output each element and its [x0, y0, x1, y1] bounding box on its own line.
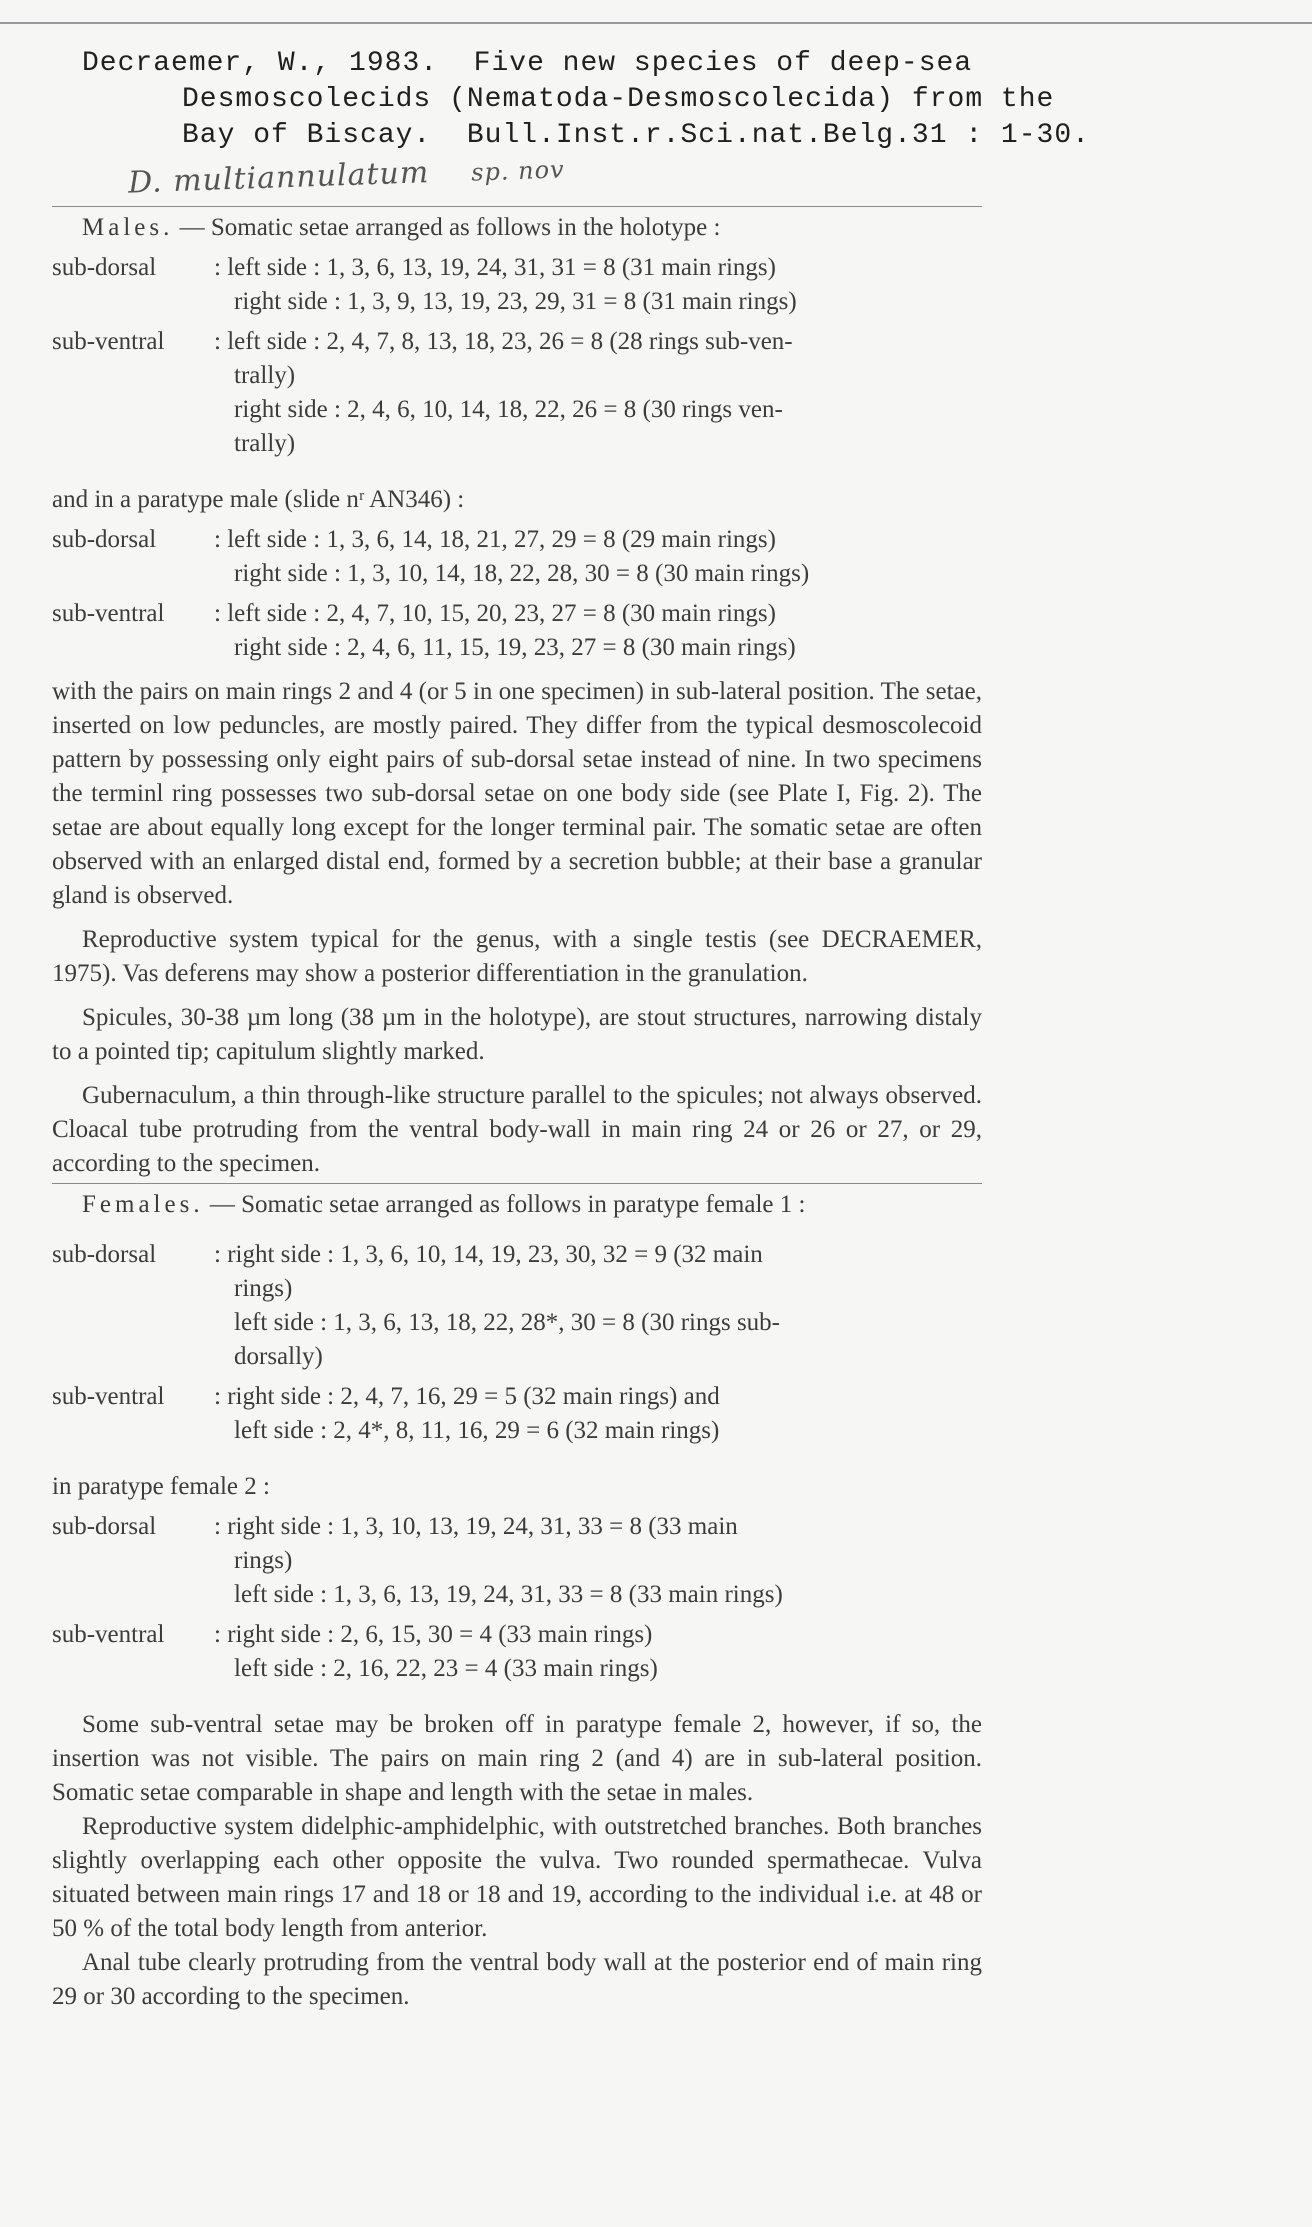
setae-lines — [214, 325, 982, 461]
setae-line: left side : 1, 3, 6, 13, 19, 24, 31, 33 = 8 (33 main rings) — [234, 1581, 783, 1608]
female2-subdorsal — [52, 1510, 982, 1612]
setae-line: : left side : 1, 3, 6, 14, 18, 21, 27, 29 = 8 (29 main rings) — [214, 526, 776, 553]
setae-lines — [214, 1238, 982, 1374]
paratype-subdorsal — [52, 523, 982, 591]
document-body — [52, 206, 982, 2014]
setae-label: sub-dorsal — [52, 1513, 157, 1540]
setae-lines — [214, 251, 982, 319]
paratype-subventral — [52, 597, 982, 665]
handwritten-species: D. multiannulatum — [127, 155, 430, 201]
setae-lines — [214, 1618, 982, 1686]
males-paragraph-2: Reproductive system typical for the genus, with a single testis (see DECRAEMER, 1975). Vas deferens may show a posterior differentiation in the granulation. — [52, 926, 982, 987]
paratype-female2-intro: in paratype female 2 : — [52, 1473, 270, 1500]
setae-line: : left side : 1, 3, 6, 13, 19, 24, 31, 31 = 8 (31 main rings) — [214, 254, 776, 281]
female1-subventral — [52, 1380, 982, 1448]
setae-label: sub-dorsal — [52, 1241, 157, 1268]
citation-line-2: Desmoscolecids (Nematoda-Desmoscolecida) from the — [182, 84, 1055, 115]
setae-line: : right side : 2, 6, 15, 30 = 4 (33 main rings) — [214, 1621, 653, 1648]
setae-label: sub-ventral — [52, 1621, 165, 1648]
males-paragraph-4: Gubernaculum, a thin through-like structure parallel to the spicules; not always observed. Cloacal tube protruding from the ventral body-wall in main ring 24 or 26 or 27, or 29, according to the specimen. — [52, 1082, 982, 1177]
setae-label: sub-dorsal — [52, 254, 157, 281]
setae-line: left side : 2, 4*, 8, 11, 16, 29 = 6 (32 main rings) — [234, 1417, 720, 1444]
setae-lines — [214, 597, 982, 665]
citation-header — [82, 46, 1262, 154]
setae-lines — [214, 523, 982, 591]
setae-line: rings) — [234, 1275, 293, 1302]
setae-line: : right side : 1, 3, 6, 10, 14, 19, 23, 30, 32 = 9 (32 main — [214, 1241, 763, 1268]
males-paragraph-1: with the pairs on main rings 2 and 4 (or 5 in one specimen) in sub-lateral position. The setae, inserted on low peduncles, are mostly paired. They differ from the typical desmoscolecoid pattern by possessing only eight pairs of sub-dorsal setae instead of nine. In two specimens the terminl ring possesses two sub-dorsal setae on one body side (see Plate I, Fig. 2). The setae are about equally long except for the longer terminal pair. The somatic setae are often observed with an enlarged distal end, formed by a secretion bubble; at their base a granular gland is observed. — [52, 678, 982, 909]
setae-label: sub-ventral — [52, 600, 165, 627]
holotype-subventral — [52, 325, 982, 461]
setae-line: right side : 2, 4, 6, 10, 14, 18, 22, 26 = 8 (30 rings ven- — [234, 396, 783, 423]
citation-line-3: Bay of Biscay. Bull.Inst.r.Sci.nat.Belg.31 : 1-30. — [182, 120, 1090, 151]
setae-line: right side : 1, 3, 9, 13, 19, 23, 29, 31 = 8 (31 main rings) — [234, 288, 797, 315]
citation-line-1: Decraemer, W., 1983. Five new species of deep-sea — [82, 48, 973, 79]
setae-line: : left side : 2, 4, 7, 8, 13, 18, 23, 26 = 8 (28 rings sub-ven- — [214, 328, 793, 355]
males-intro — [52, 211, 982, 245]
males-heading: Males. — [82, 214, 174, 241]
setae-line: right side : 2, 4, 6, 11, 15, 19, 23, 27 = 8 (30 main rings) — [234, 634, 796, 661]
female1-subdorsal — [52, 1238, 982, 1374]
males-intro-text: — Somatic setae arranged as follows in the holotype : — [179, 214, 721, 241]
setae-lines — [214, 1510, 982, 1612]
setae-line: trally) — [234, 430, 296, 457]
females-intro-text: — Somatic setae arranged as follows in paratype female 1 : — [209, 1191, 806, 1218]
females-heading: Females. — [82, 1191, 204, 1218]
females-paragraph-3: Anal tube clearly protruding from the ventral body wall at the posterior end of main ring 29 or 30 according to the specimen. — [52, 1949, 982, 2010]
females-paragraph-1: Some sub-ventral setae may be broken off in paratype female 2, however, if so, the insertion was not visible. The pairs on main ring 2 (and 4) are in sub-lateral position. Somatic setae comparable in shape and length with the setae in males. — [52, 1711, 982, 1806]
setae-label: sub-ventral — [52, 1383, 165, 1410]
setae-line: rings) — [234, 1547, 293, 1574]
setae-line: dorsally) — [234, 1343, 323, 1370]
setae-line: left side : 1, 3, 6, 13, 18, 22, 28*, 30 = 8 (30 rings sub- — [234, 1309, 781, 1336]
setae-label: sub-ventral — [52, 328, 165, 355]
setae-line: : right side : 2, 4, 7, 16, 29 = 5 (32 main rings) and — [214, 1383, 720, 1410]
setae-line: : right side : 1, 3, 10, 13, 19, 24, 31, 33 = 8 (33 main — [214, 1513, 738, 1540]
setae-line: left side : 2, 16, 22, 23 = 4 (33 main rings) — [234, 1655, 658, 1682]
females-paragraph-2: Reproductive system didelphic-amphidelphic, with outstretched branches. Both branches slightly overlapping each other opposite the vulva. Two rounded spermathecae. Vulva situated between main rings 17 and 18 or 18 and 19, according to the individual i.e. at 48 or 50 % of the total body length from anterior. — [52, 1813, 982, 1942]
paratype-male-intro: and in a paratype male (slide nʳ AN346) : — [52, 486, 465, 513]
holotype-subdorsal — [52, 251, 982, 319]
setae-line: trally) — [234, 362, 296, 389]
section-rule — [52, 206, 982, 207]
females-intro — [52, 1188, 982, 1222]
female2-subventral — [52, 1618, 982, 1686]
setae-line: : left side : 2, 4, 7, 10, 15, 20, 23, 27 = 8 (30 main rings) — [214, 600, 776, 627]
setae-lines — [214, 1380, 982, 1448]
setae-line: right side : 1, 3, 10, 14, 18, 22, 28, 30 = 8 (30 main rings) — [234, 560, 810, 587]
top-rule — [0, 22, 1312, 24]
section-rule — [52, 1183, 982, 1184]
handwritten-note — [128, 150, 566, 200]
males-paragraph-3: Spicules, 30-38 µm long (38 µm in the holotype), are stout structures, narrowing distaly to a pointed tip; capitulum slightly marked. — [52, 1004, 982, 1065]
handwritten-status: sp. nov — [470, 155, 566, 187]
setae-label: sub-dorsal — [52, 526, 157, 553]
